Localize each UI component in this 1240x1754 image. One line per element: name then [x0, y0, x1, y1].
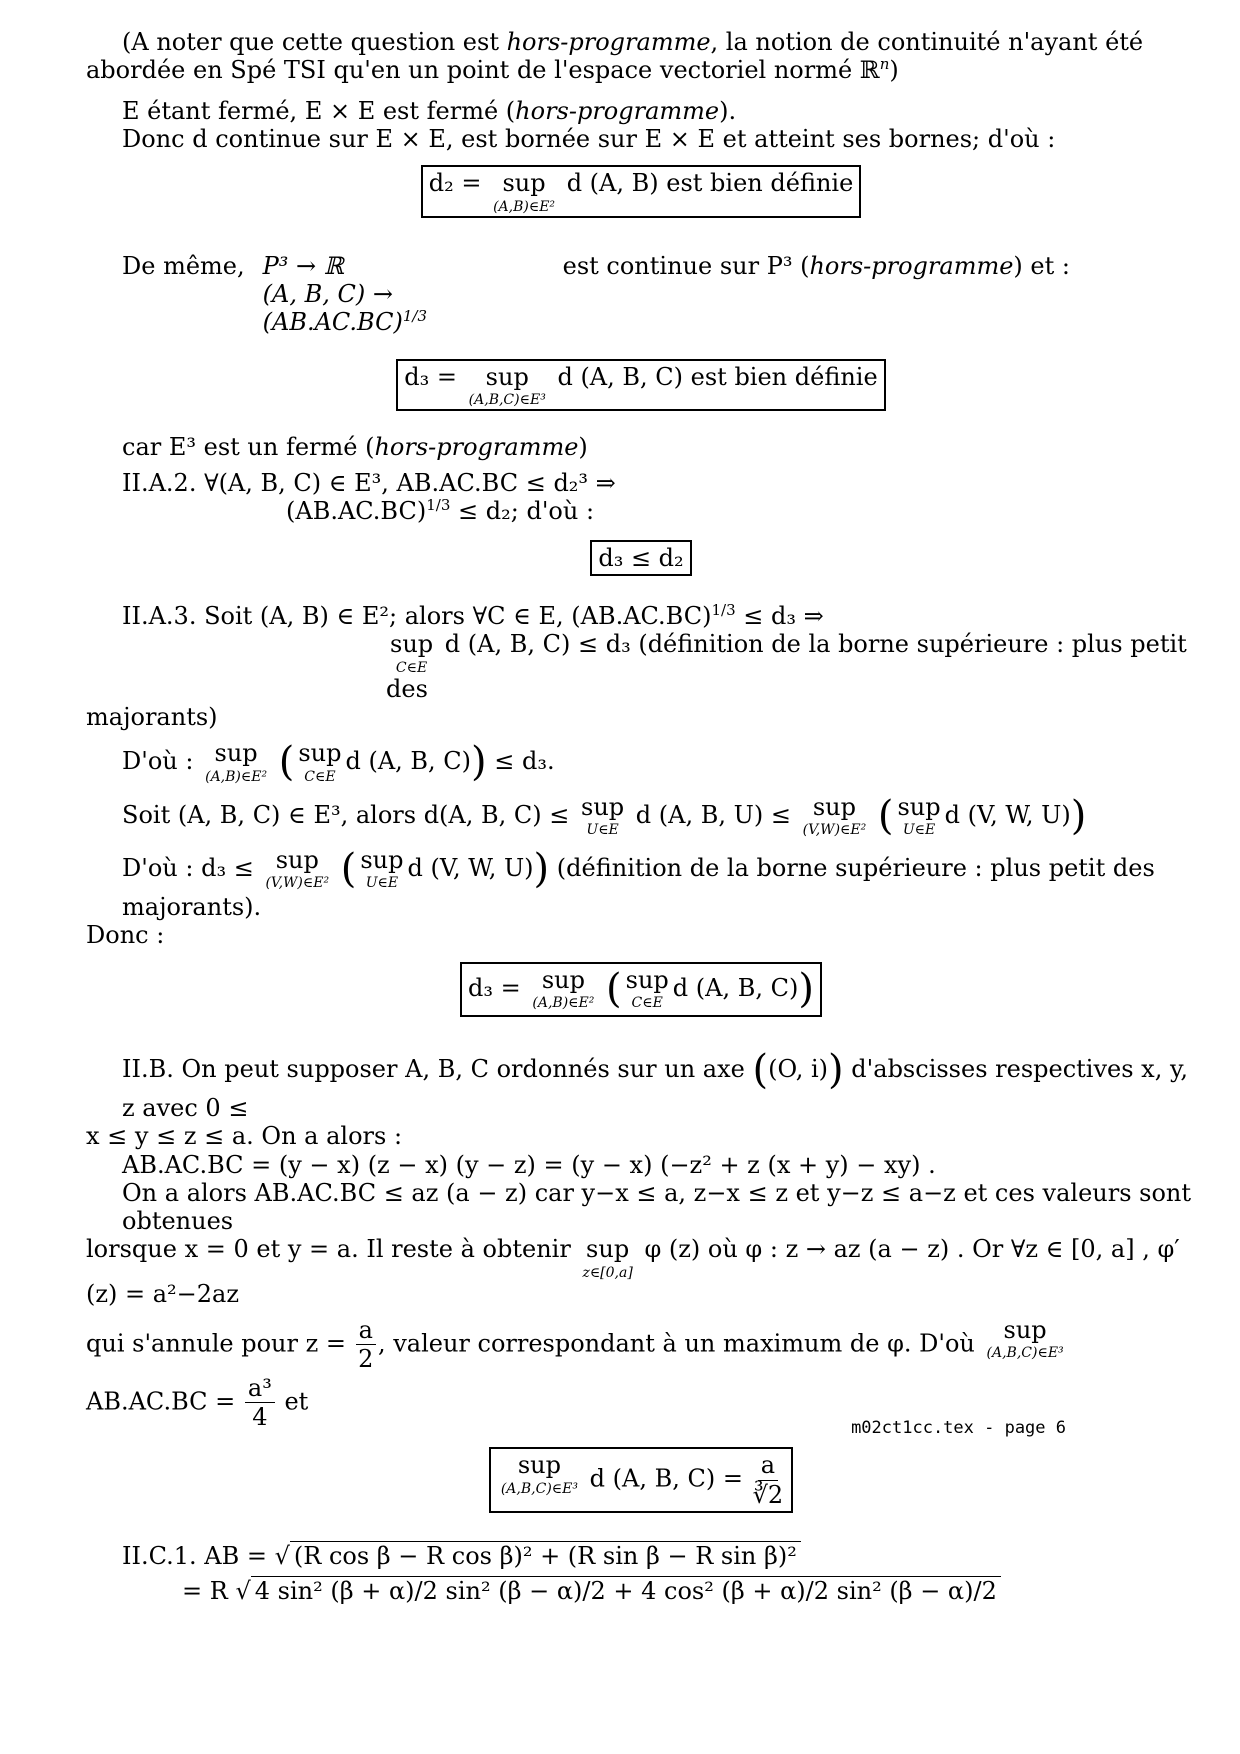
closed-e3-line: car E³ est un fermé (hors-programme) [122, 432, 588, 461]
dou-line-1: D'où : sup (A,B)∈E² ( sup C∈E d (A, B, C)) ≤ d₃. [122, 739, 555, 786]
donc-line: Donc : [86, 921, 165, 950]
dou-line-2: D'où : d₃ ≤ sup (V,W)∈E² ( sup U∈E d (V, W, U)) (définition de la borne supérieure : plus petit des majorants). [122, 845, 1155, 921]
section-iib-line4: On a alors AB.AC.BC ≤ az (a − z) car y−x ≤ a, z−x ≤ z et y−z ≤ a−z et ces valeurs sont obtenues [122, 1178, 1192, 1236]
section-iia3-line1: II.A.3. Soit (A, B) ∈ E²; alors ∀C ∈ E, $(AB.AC.BC)^{1/3} \le d_3$ ⇒ [122, 601, 824, 631]
section-iic1-line2: = R √ 4 sin² (β + α)/2 sin² (β − α)/2 + 4 cos² (β + α)/2 sin² (β − α)/2 [86, 1576, 1196, 1605]
section-iib-line6: qui s'annule pour z = $\frac{a}{2}$ , valeur correspondant à un maximum de φ. D'où sup (A,B,C)∈E³ AB.AC.BC = $\frac{\text{a³}}{4}$ et [86, 1316, 1064, 1431]
section-iib-line5: lorsque x = 0 et y = a. Il reste à obtenir sup z∈[0,a] φ (z) où φ : z → az (a − z) . Or ∀z ∈ [0, a] , φ′ (z) = a²−2az [86, 1235, 1180, 1308]
continuity-line: Donc d continue sur E × E, est bornée sur E × E et atteint ses bornes; d'où : [122, 124, 1056, 153]
de-meme-block: De même, P³ → ℝ (A, B, $C) \to (AB.AC.BC)^{1/3}$ est continue sur P³ (hors-programme) et : [122, 251, 1070, 337]
section-iib-line2: x ≤ y ≤ z ≤ a. On a alors : [86, 1122, 403, 1151]
page-footer: m02ct1cc.tex - page 6 [851, 1418, 1066, 1438]
boxed-result-d3: d₃ = sup (A,B,C)∈E³ d (A, B, C) est bien définie [86, 359, 1196, 411]
document-page [86, 28, 1196, 1606]
section-iib-line3: AB.AC.BC = (y − x) (z − x) (y − z) = (y − x) (−z² + z (x + y) − xy) . [122, 1150, 936, 1179]
boxed-result-d3-le-d2: d₃ ≤ d₂ [86, 540, 1196, 576]
boxed-result-d2: d₂ = sup (A,B)∈E² d (A, B) est bien définie [86, 165, 1196, 217]
boxed-result-max: sup (A,B,C)∈E³ d (A, B, C) = $\frac{a}{∛2}$ [86, 1447, 1196, 1513]
majorants-line: majorants) [86, 703, 218, 731]
section-iia2-line2: $(AB.AC.BC)^{1/3} \le d_2$; d'où : [286, 496, 595, 526]
note-paragraph: (A noter que cette question est hors-programme, la notion de continuité n'ayant été abordée en Spé TSI qu'en un point de l'espace vectoriel normé ℝ$^n$) [86, 28, 1144, 85]
section-iia2-line1: II.A.2. ∀(A, B, C) ∈ E³, AB.AC.BC ≤ d₂³ ⇒ [122, 469, 616, 498]
section-iib-line1: II.B. On peut supposer A, B, C ordonnés sur un axe ((O, i)) d'abscisses respectives x, y, z avec 0 ≤ [122, 1046, 1188, 1122]
soit-line: Soit (A, B, C) ∈ E³, alors d(A, B, C) ≤ sup U∈E d (A, B, U) ≤ sup (V,W)∈E² ( sup U∈E d (V, W, U)) [122, 792, 1087, 839]
section-iic1-line1: II.C.1. AB = √ (R cos β − R cos β)² + (R sin β − R sin β)² [86, 1541, 1196, 1570]
boxed-result-d3-double-sup: d₃ = sup (A,B)∈E² ( sup C∈E d (A, B, C)) [86, 962, 1196, 1017]
closed-set-line: E étant fermé, E × E est fermé (hors-programme). [122, 96, 737, 125]
section-iia3-line2: sup C∈E d (A, B, C) ≤ d₃ (définition de la borne supérieure : plus petit des [386, 630, 1187, 703]
